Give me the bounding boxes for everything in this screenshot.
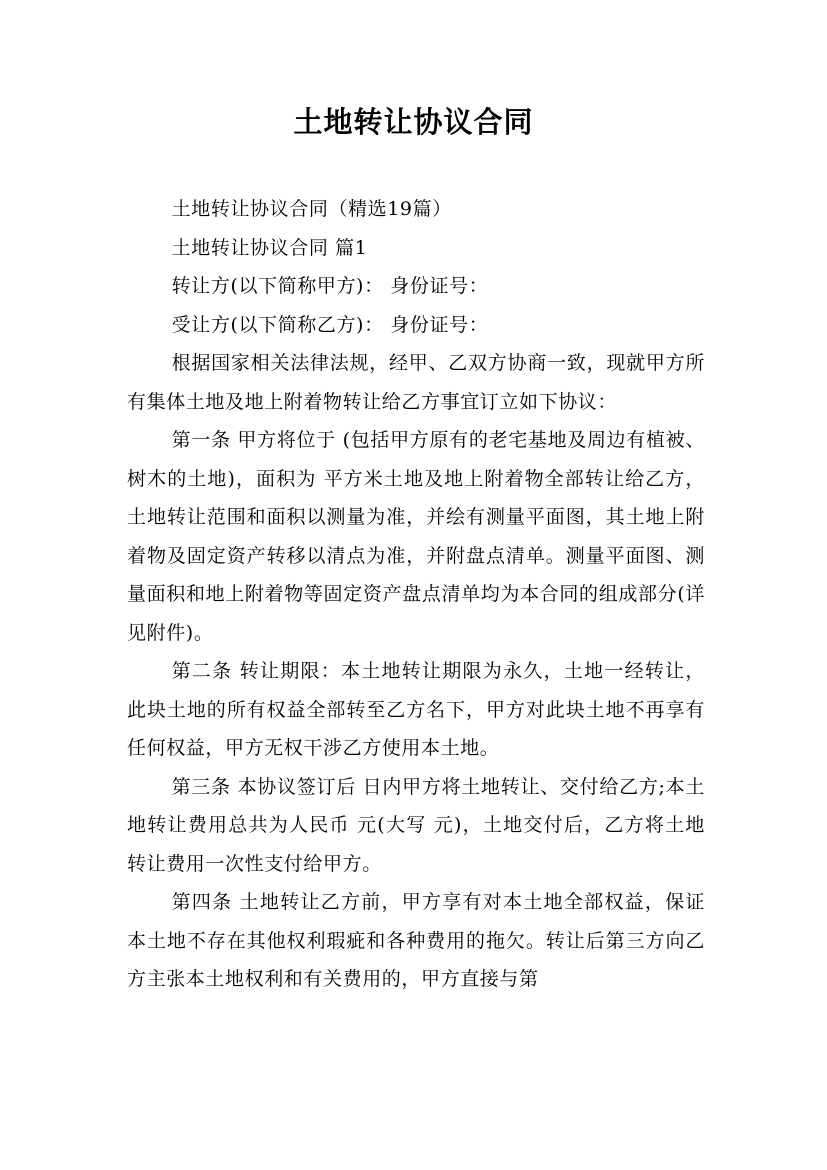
document-body bbox=[127, 190, 705, 999]
paragraph: 转让方(以下简称甲方)： 身份证号： bbox=[171, 275, 489, 297]
document-title: 土地转让协议合同 bbox=[293, 105, 534, 139]
paragraph: 土地转让协议合同（精选19篇） bbox=[171, 198, 452, 220]
paragraph: 受让方(以下简称乙方)： 身份证号： bbox=[171, 313, 489, 336]
paragraph: 第三条 本协议签订后 日内甲方将土地转让、交付给乙方;本土地转让费用总共为人民币 元(大写 元)，土地交付后，乙方将土地转让费用一次性支付给甲方。 bbox=[127, 775, 705, 875]
paragraph: 第四条 土地转让乙方前，甲方享有对本土地全部权益，保证本土地不存在其他权利瑕疵和各种费用的拖欠。转让后第三方向乙方主张本土地权利和有关费用的，甲方直接与第 bbox=[127, 891, 705, 990]
paragraph: 第一条 甲方将位于 (包括甲方原有的老宅基地及周边有植被、树木的土地)，面积为 平方米土地及地上附着物全部转让给乙方，土地转让范围和面积以测量为准，并绘有测量平面图，其土地上附着物及固定资产转移以清点为准，并附盘点清单。测量平面图、测量面积和地上附着物等固定资产盘点清单均为本合同的组成部分(详见附件)。 bbox=[127, 429, 705, 644]
paragraph: 第二条 转让期限：本土地转让期限为永久，土地一经转让，此块土地的所有权益全部转至乙方名下，甲方对此块土地不再享有任何权益，甲方无权干涉乙方使用本土地。 bbox=[127, 660, 705, 759]
paragraph: 土地转让协议合同 篇1 bbox=[171, 236, 368, 259]
paragraph: 根据国家相关法律法规，经甲、乙双方协商一致，现就甲方所有集体土地及地上附着物转让给乙方事宜订立如下协议： bbox=[127, 352, 705, 413]
